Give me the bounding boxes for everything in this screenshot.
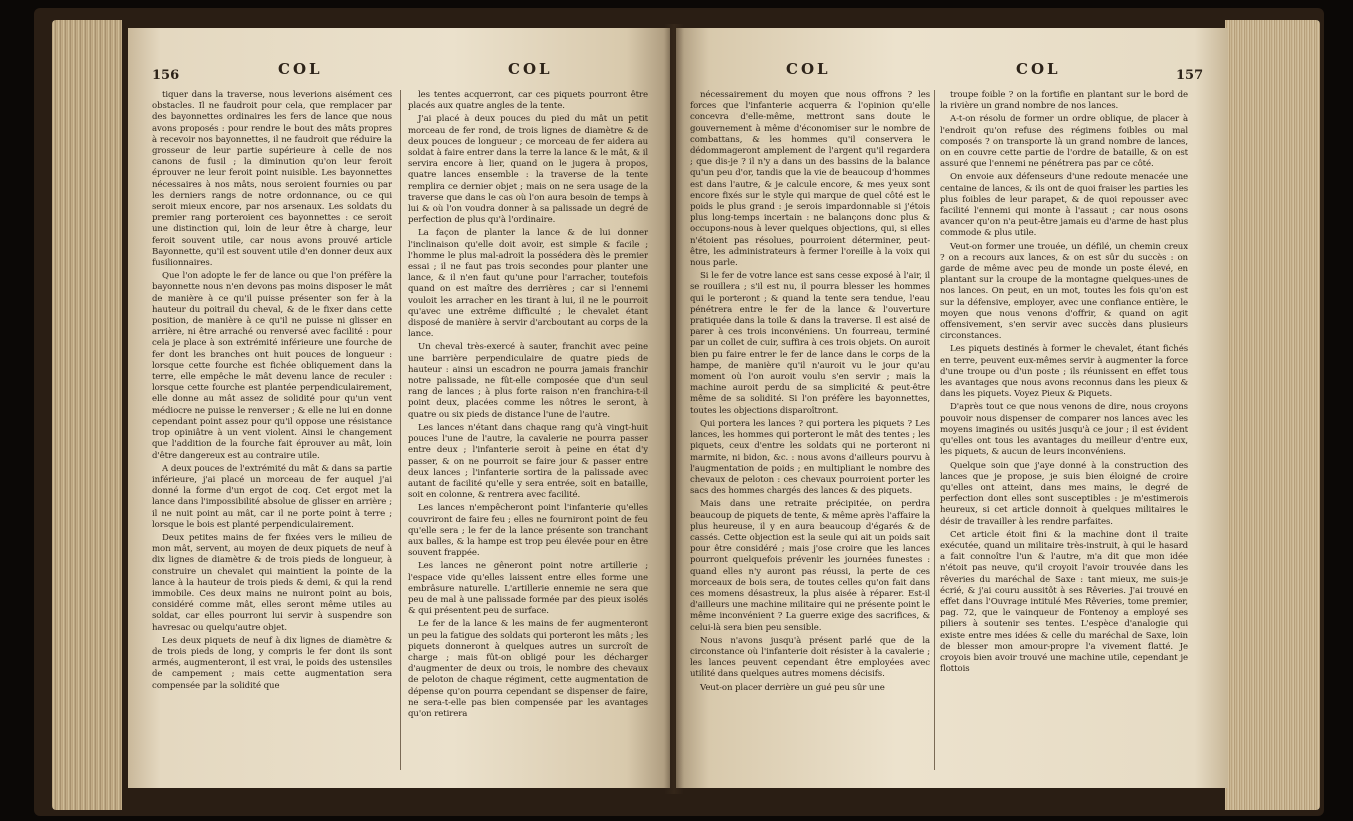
column-rule [400, 90, 401, 770]
paragraph: Qui portera les lances ? qui portera les piquets ? Les lances, les hommes qui porteront le mât des tentes ; les piquets, ceux d'entre les soldats qui ne porteront ni marmite, ni bidon, &c. : nous avons d'ailleurs pourvu à l'augmentation de poids ; en multipliant le nombre des chevaux de peloton : ces chevaux pourroient porter les sacs des hommes chargés des lances & des piquets. [690, 418, 930, 497]
paragraph: Les lances n'étant dans chaque rang qu'à vingt-huit pouces l'une de l'autre, la cavalerie ne pourra passer entre deux ; l'infanterie seroit à peine en état d'y passer, & on ne pourroit se faire jour & passer entre deux lances ; l'infanterie sortira de la palissade avec autant de facilité qu'elle y sera entrée, soit en bataille, soit en colonne, & rentrera avec facilité. [408, 422, 648, 501]
paragraph: Nous n'avons jusqu'à présent parlé que de la circonstance où l'infanterie doit résister à la cavalerie ; les lances peuvent cependant être employées avec utilité dans quelques autres momens décisifs. [690, 635, 930, 680]
paragraph: On envoie aux défenseurs d'une redoute menacée une centaine de lances, & ils ont de quoi fraiser les parties les plus foibles de leur parapet, & de quoi repousser avec facilité l'ennemi qui monte à l'assaut ; car nous osons avancer qu'on n'a peut-être jamais eu d'arme de hast plus commode & plus utile. [940, 172, 1188, 239]
paragraph: Que l'on adopte le fer de lance ou que l'on préfère la bayonnette nous n'en devons pas moins disposer le mât de manière à ce qu'il puisse présenter son fer à la hauteur du poitrail du cheval, & de le fixer dans cette position, de manière à ce qu'il ne puisse ni glisser en arrière, ni être arraché ou renversé avec facilité : pour cela je place à son extrémité inférieure une fourche de fer dont les branches ont huit pouces de longueur : lorsque cette fourche est fichée obliquement dans la terre, elle empêche le mât devenu lance de reculer : lorsque cette fourche est plantée perpendiculairement, elle donne au mât assez de solidité pour qu'un vent médiocre ne puisse le renverser ; & elle ne lui en donne cependant point assez pour qu'il oppose une résistance trop opiniâtre à un vent violent. Ainsi le changement que l'addition de la fourche fait éprouver au mât, loin d'être dangereux est au contraire utile. [152, 271, 392, 461]
running-header-right: COL [1016, 60, 1061, 78]
paragraph: Mais dans une retraite précipitée, on perdra beaucoup de piquets de tente, & même après l'affaire la plus heureuse, il y en aura beaucoup d'égarés & de cassés. Cette objection est la seule qui ait un poids sait pour être considéré ; mais j'ose croire que les lances pourront quelquefois prévenir les journées funestes : quand elles n'y auront pas réussi, la perte de ces morceaux de bois sera, de toutes celles qu'on fait dans ces momens désastreux, la plus aisée à réparer. Est-il d'ailleurs une machine militaire qui ne présente point le même inconvénient ? La guerre exige des sacrifices, & celui-là sera bien peu sensible. [690, 499, 930, 633]
paragraph: A deux pouces de l'extrémité du mât & dans sa partie inférieure, j'ai placé un morceau de fer auquel j'ai donné la forme d'un ergot de coq. Cet ergot met la lance dans l'impossibilité absolue de glisser en arrière ; il ne nuit point au mât, car il ne porte point à terre ; lorsque le bois est planté perpendiculairement. [152, 463, 392, 530]
left-page-edges [52, 20, 122, 810]
paragraph: Si le fer de votre lance est sans cesse exposé à l'air, il se rouillera ; s'il est nu, il pourra blesser les hommes qui le porteront ; & quand la tente sera tendue, l'eau pénétrera entre le fer de la lance & l'ouverture pratiquée dans la toile & dans la traverse. Il est aisé de parer à ces trois inconvéniens. Un fourreau, terminé par un collet de cuir, suffira à ces trois objets. On auroit bien pu faire entrer le fer de lance dans le corps de la hampe, de manière qu'il n'auroit vu le jour qu'au moment où l'on auroit voulu s'en servir ; mais la machine auroit perdu de sa simplicité & peut-être même de sa solidité. Si l'on préfère les bayonnettes, toutes les objections disparoîtront. [690, 271, 930, 416]
paragraph: Veut-on former une trouée, un défilé, un chemin creux ? on a recours aux lances, & on est sûr du succès : on garde de même avec peu de monde un poste élevé, en plantant sur la croupe de la montagne quelques-unes de nos lances. On peut, en un mot, toutes les fois qu'on est sur la défensive, employer, avec une confiance entière, le moyen que nous venons d'offrir, & quand on agit offensivement, s'en servir avec succès dans plusieurs circonstances. [940, 241, 1188, 342]
paragraph: Les deux piquets de neuf à dix lignes de diamètre & de trois pieds de long, y compris le fer dont ils sont armés, augmenteront, il est vrai, le poids des ustensiles de campement ; mais cette augmentation sera compensée par la solidité que [152, 635, 392, 691]
running-header-left: COL [278, 60, 323, 78]
left-page [128, 28, 670, 788]
paragraph: tiquer dans la traverse, nous leverions aisément ces obstacles. Il ne faudroit pour cela, que remplacer par des bayonnettes ordinaires les fers de lance que nous avons proposés : pour rendre le bout des mâts propres à recevoir nos bayonnettes, il ne faudroit que réduire la grosseur de leur partie supérieure à celle de nos canons de fusil ; la diminution qu'on leur feroit éprouver ne leur feroit point nuisible. Les bayonnettes nécessaires à nos mâts, nous seroient fournies ou par les derniers rangs de notre ordonnance, ou ce qui seroit mieux encore, par nos arsenaux. Les soldats du premier rang porteroient ces bayonnettes : ce seroit une distinction qui, loin de leur être à charge, leur feroit souvent utile, car nous avons prouvé article Bayonnette, qu'il est souvent utile d'en donner deux aux fusilionnaires. [152, 90, 392, 269]
paragraph: les tentes acquerront, car ces piquets pourront être placés aux quatre angles de la tente. [408, 90, 648, 112]
paragraph: Les lances n'empêcheront point l'infanterie qu'elles couvriront de faire feu ; elles ne fourniront point de feu qu'elle sera ; le fer de la lance présente son tranchant aux balles, & la hampe est trop peu élevée pour en être souvent frappée. [408, 503, 648, 559]
paragraph: Quelque soin que j'aye donné à la construction des lances que je propose, je suis bien éloigné de croire qu'elles ont atteint, dans mes mains, le degré de perfection dont elles sont susceptibles : je m'estimerois heureux, si cet article donnoit à quelques militaires le désir de travailler à les rendre parfaites. [940, 460, 1188, 527]
page-number: 157 [1176, 68, 1204, 83]
book-gutter [664, 24, 684, 794]
right-page-edges [1225, 20, 1320, 810]
text-column-2 [408, 90, 648, 780]
running-header-right: COL [508, 60, 553, 78]
paragraph: Le fer de la lance & les mains de fer augmenteront un peu la fatigue des soldats qui porteront les mâts ; les piquets donneront à quelques autres un surcroît de charge ; mais fût-on obligé pour les décharger d'augmenter de deux ou trois, le nombre des chevaux de peloton de chaque régiment, cette augmentation de dépense qu'on pourra cependant se dispenser de faire, ne sera-t-elle pas bien compensée par les avantages qu'on retirera [408, 619, 648, 719]
text-column-2 [940, 90, 1188, 780]
paragraph: Les piquets destinés à former le chevalet, étant fichés en terre, peuvent eux-mêmes servir à augmenter la force d'une troupe ou d'un poste ; ils réunissent en effet tous les avantages que nous avons reconnus dans les pieux & dans les piquets. Voyez Pieux & Piquets. [940, 344, 1188, 400]
paragraph: D'après tout ce que nous venons de dire, nous croyons pouvoir nous dispenser de comparer nos lances avec les moyens imaginés ou usités jusqu'à ce jour ; il est évident qu'elles ont tous les avantages du meilleur d'entre eux, les piquets, & aucun de leurs inconvéniens. [940, 402, 1188, 458]
paragraph: La façon de planter la lance & de lui donner l'inclinaison qu'elle doit avoir, est simple & facile ; l'homme le plus mal-adroit la possédera dès le premier essai ; il ne faut pas trois secondes pour planter une lance, & il n'en faut qu'une pour l'arracher, toutefois quand on est maître des derrières ; car si l'ennemi vouloit les arracher en les tirant à lui, il ne le pourroit qu'avec une extrême difficulté ; le chevalet étant disposé de manière à servir d'arcboutant au corps de la lance. [408, 228, 648, 340]
paragraph: Un cheval très-exercé à sauter, franchit avec peine une barrière perpendiculaire de quatre pieds de hauteur : ainsi un escadron ne pourra jamais franchir notre palissade, ne fût-elle composée que d'un seul rang de lances ; à plus forte raison n'en franchira-t-il point deux, placées comme les nôtres le seront, à quatre ou six pieds de distance l'une de l'autre. [408, 342, 648, 420]
running-header-left: COL [786, 60, 831, 78]
page-number: 156 [152, 68, 180, 83]
paragraph: J'ai placé à deux pouces du pied du mât un petit morceau de fer rond, de trois lignes de diamètre & de deux pouces de longueur ; ce morceau de fer aidera au soldat à faire entrer dans la terre la lance & le mât, & il servira encore à lier, quand on le jugera à propos, quatre lances ensemble : la traverse de la tente remplira ce dernier objet ; mais on ne sera usage de la traverse que dans le cas où l'on aura besoin de temps à lui & où l'on voudra donner à sa palissade un degré de perfection de plus qu'à l'ordinaire. [408, 114, 648, 226]
paragraph: nécessairement du moyen que nous offrons ? les forces que l'infanterie acquerra & l'opinion qu'elle concevra d'elle-même, mettront sans doute le gouvernement à même d'économiser sur le nombre de combattans, & les hommes qu'il conservera le dédommageront amplement de l'argent qu'il regardera ; que dis-je ? il n'y a dans un des bassins de la balance qu'un peu d'or, tandis que la vie de beaucoup d'hommes est dans l'autre, & je calcule encore, & mes yeux sont encore fixés sur le style qui marque de quel côté est le poids le plus grand : je serois impardonnable si j'étois plus long-temps incertain : ne balançons donc plus & occupons-nous à lever quelques objections, qui, si elles n'étoient pas résolues, pourroient déterminer, peut-être, les administrateurs à fermer l'oreille à la voix qui nous parle. [690, 90, 930, 269]
paragraph: troupe foible ? on la fortifie en plantant sur le bord de la rivière un grand nombre de nos lances. [940, 90, 1188, 112]
text-column-1 [690, 90, 930, 780]
text-column-1 [152, 90, 392, 780]
column-rule [934, 90, 935, 770]
paragraph: Cet article étoit fini & la machine dont il traite exécutée, quand un militaire très-instruit, à qui le hasard a fait connoître l'un & l'autre, m'a dit que mon idée n'étoit pas neuve, qu'il croyoit l'avoir trouvée dans les rêveries du maréchal de Saxe : tant mieux, me suis-je écrié, & j'ai couru aussitôt à ses Rêveries. J'ai trouvé en effet dans l'Ouvrage intitulé Mes Rêveries, tome premier, pag. 72, que le vainqueur de Fontenoy a employé ses piliers à soutenir ses tentes. L'espèce d'analogie qui existe entre mes idées & celle du maréchal de Saxe, loin de blesser mon amour-propre l'a vivement flatté. Je croyois bien avoir trouvé une machine utile, cependant je flottois [940, 529, 1188, 675]
paragraph: Les lances ne gêneront point notre artillerie ; l'espace vide qu'elles laissent entre elles forme une embrâsure naturelle. L'artillerie ennemie ne sera que peu de mal à une palissade formée par des pieux isolés & qui présentent peu de surface. [408, 561, 648, 617]
paragraph: Deux petites mains de fer fixées vers le milieu de mon mât, servent, au moyen de deux piquets de neuf à dix lignes de diamètre & de trois pieds de longueur, à construire un chevalet qui maintient la pointe de la lance à la hauteur de trois pieds & demi, & qui la rend immobile. Ces deux mains ne nuiront point au bois, considéré comme mât, elles seront même utiles au soldat, car elles pourront lui servir à suspendre son havresac ou quelqu'autre objet. [152, 532, 392, 633]
paragraph: Veut-on placer derrière un gué peu sûr une [700, 682, 885, 693]
right-page [676, 28, 1228, 788]
paragraph: A-t-on résolu de former un ordre oblique, de placer à l'endroit qu'on refuse des régimens foibles ou mal composés ? on transporte là un grand nombre de lances, on en couvre cette partie de l'ordre de bataille, & on est assuré que l'ennemi ne pénétrera pas par ce côté. [940, 114, 1188, 170]
